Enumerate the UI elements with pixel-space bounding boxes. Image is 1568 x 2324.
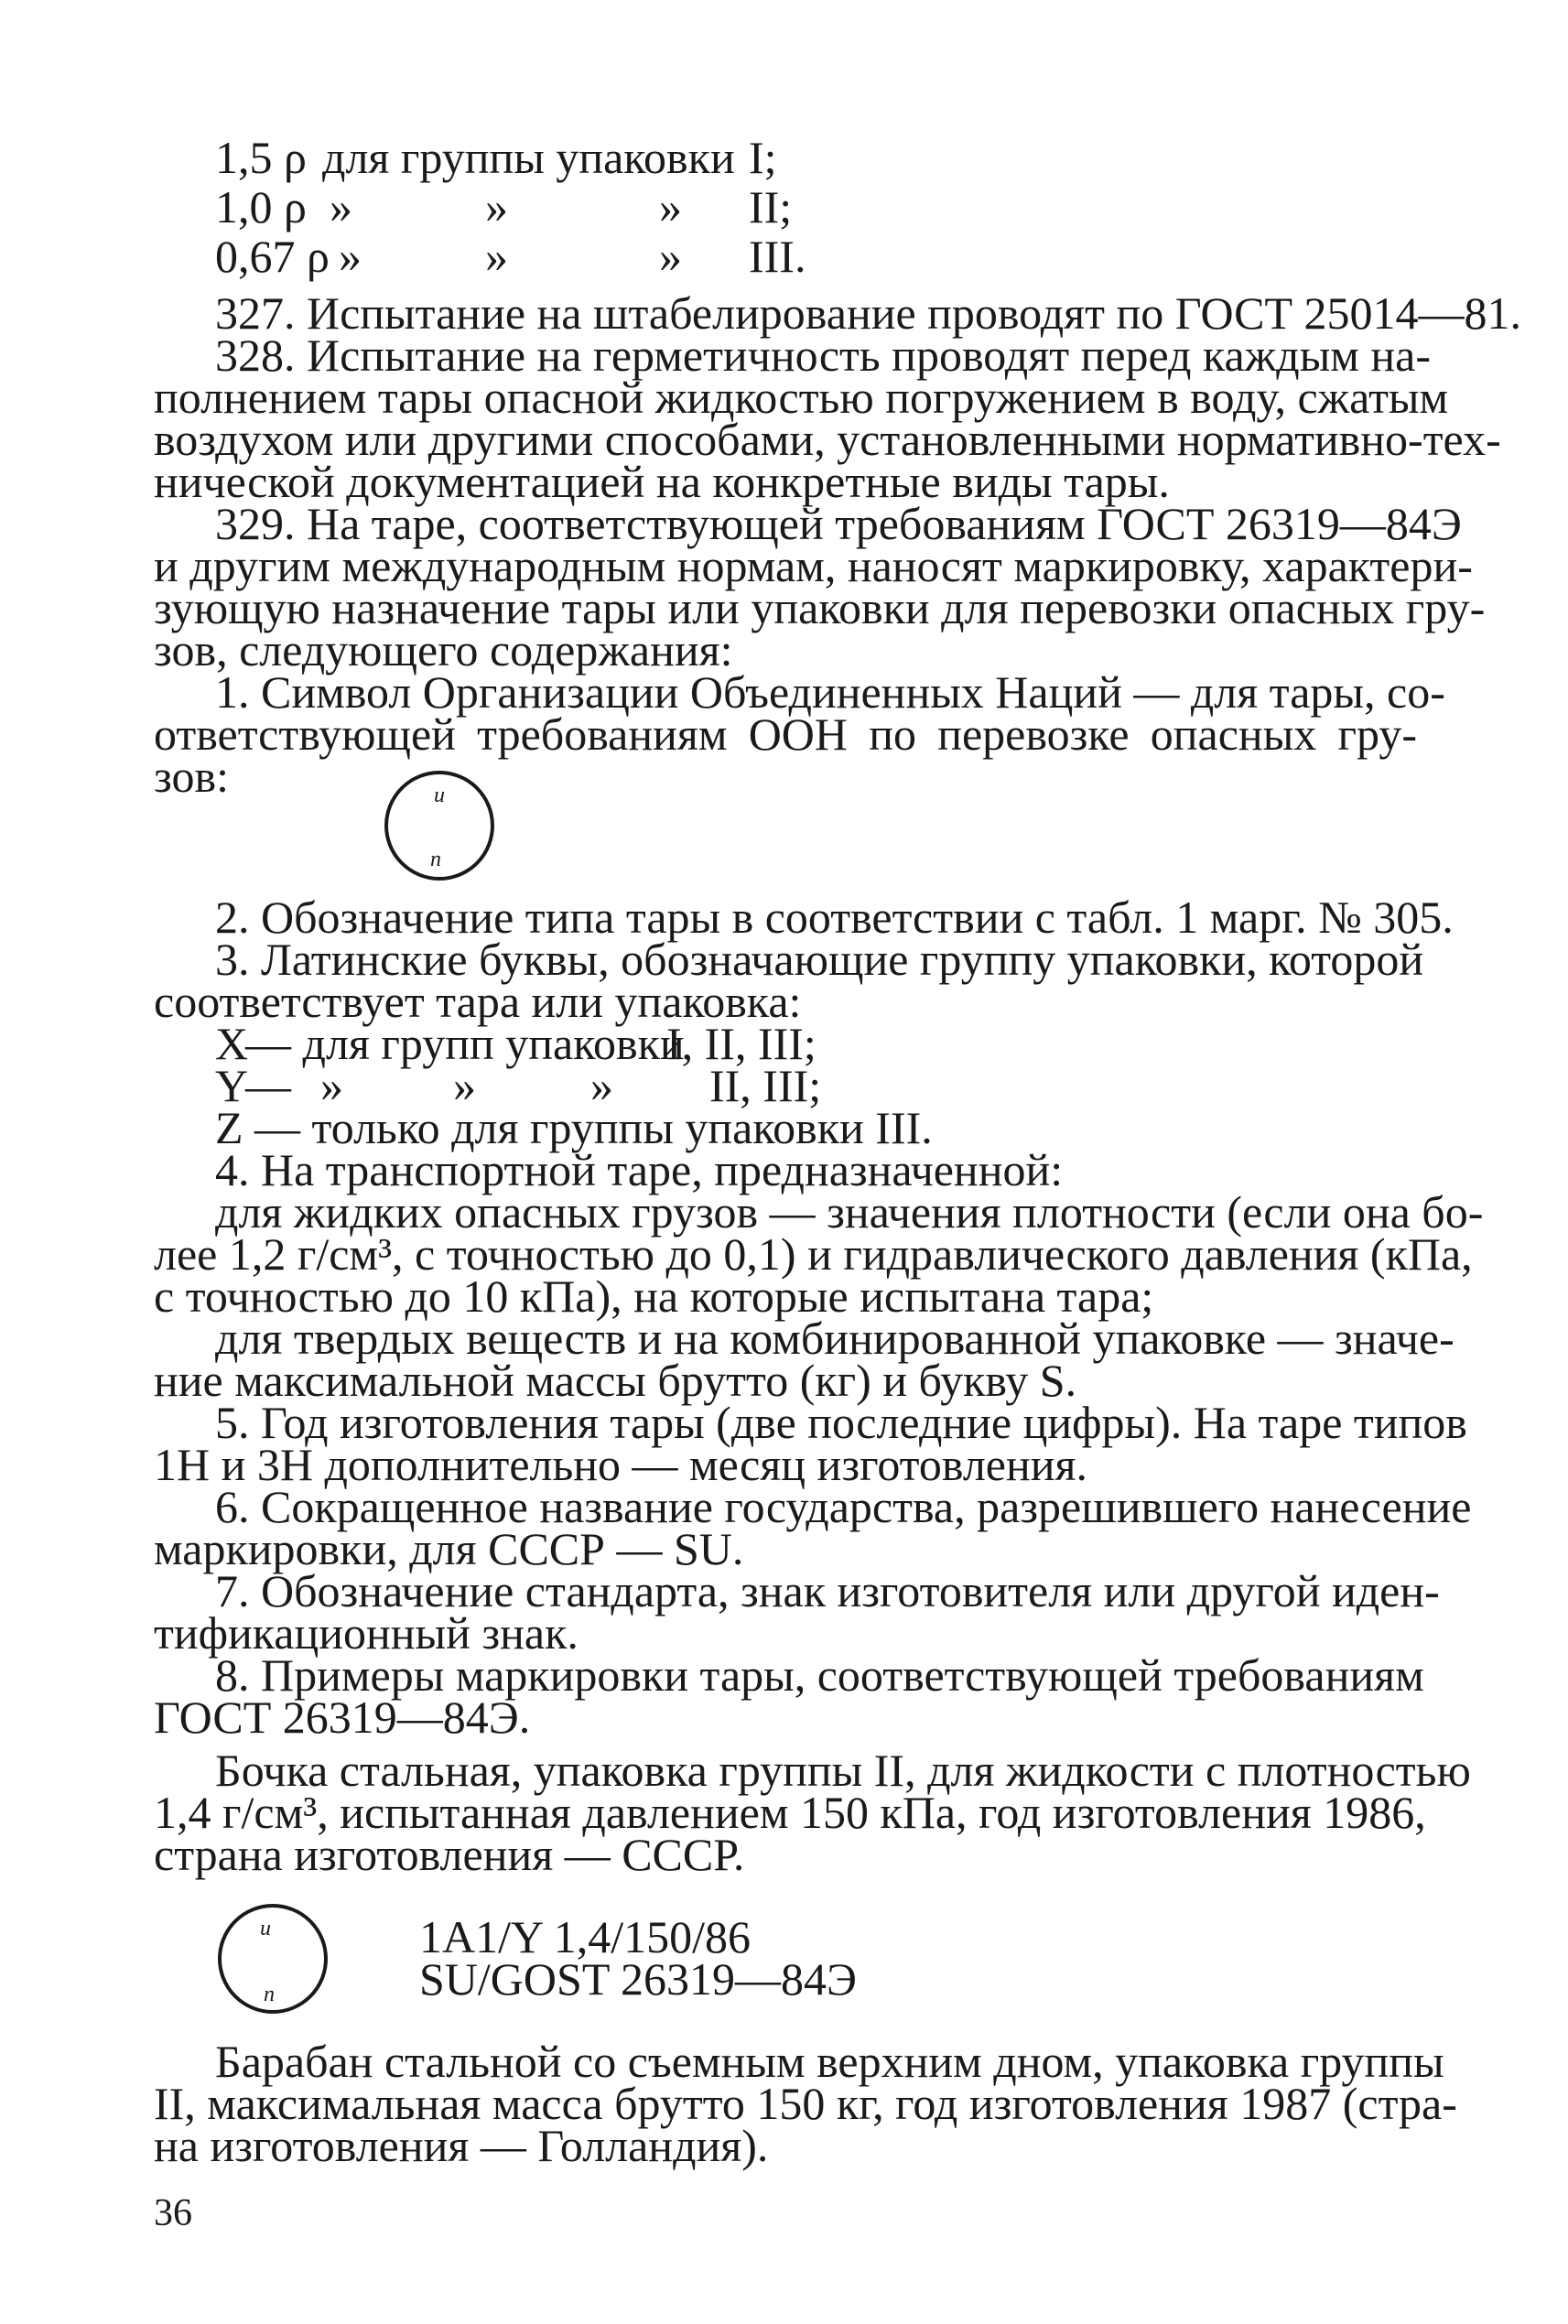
ratio-1-group: I; [749, 132, 777, 183]
paragraph-328-line: воздухом или другими способами, установленными нормативно-тех- [154, 414, 1501, 465]
item-7-line: 7. Обозначение стандарта, знак изготовителя или другой иден- [215, 1565, 1440, 1616]
paragraph-329-line: зующую назначение тары или упаковки для перевозки опасных гру- [154, 582, 1486, 633]
paragraph-327: 327. Испытание на штабелирование проводят по ГОСТ 25014—81. [215, 287, 1522, 339]
un-symbol-top-letter: u [434, 784, 445, 807]
ratio-3-group: III. [749, 231, 806, 282]
ratio-2-group: II; [749, 181, 793, 232]
group-y-letter: Y [215, 1060, 249, 1111]
un-symbol-bottom-letter: n [430, 848, 441, 871]
example-2-line: II, максимальная масса брутто 150 кг, год изготовления 1987 (стра- [154, 2078, 1457, 2129]
paragraph-329-line: зов, следующего содержания: [154, 624, 733, 676]
ratio-1-text: для группы упаковки [322, 132, 735, 183]
item-5-line: 1Н и 3Н дополнительно — месяц изготовления. [154, 1439, 1087, 1490]
un-symbol-icon [209, 1895, 337, 2023]
ditto: » [330, 181, 352, 232]
item-8-line: 8. Примеры маркировки тары, соответствующей требованиям [215, 1649, 1424, 1701]
un-symbol-top-letter: u [260, 1917, 271, 1940]
item-6-line: 6. Сокращенное название государства, разрешившего нанесение [215, 1481, 1472, 1532]
ditto: » [453, 1060, 476, 1111]
item-8-line: ГОСТ 26319—84Э. [154, 1692, 531, 1743]
liquid-line: для жидких опасных грузов — значения плотности (если она бо- [215, 1186, 1484, 1238]
group-x-text: — для групп упаковки [245, 1018, 685, 1069]
ditto: » [485, 181, 508, 232]
item-3-line: 3. Латинские буквы, обозначающие группу упаковки, которой [215, 934, 1424, 985]
un-symbol-bottom-letter: n [264, 1983, 275, 2006]
group-x-groups: I, II, III; [666, 1018, 816, 1069]
paragraph-328-line: 328. Испытание на герметичность проводят перед каждым на- [215, 330, 1432, 381]
paragraph-328-line: нической документацией на конкретные виды тары. [154, 456, 1170, 507]
marking-code-line-1: 1A1/Y 1,4/150/86 [419, 1911, 752, 1962]
marking-code-line-2: SU/GOST 26319—84Э [419, 1953, 857, 2005]
item-5-line: 5. Год изготовления тары (две последние цифры). На таре типов [215, 1397, 1467, 1448]
example-1-line: страна изготовления — СССР. [154, 1829, 745, 1880]
ditto: » [339, 231, 362, 282]
item-1-line: ответствующей требованиям ООН по перевозке опасных гру- [154, 708, 1417, 760]
item-2: 2. Обозначение типа тары в соответствии с табл. 1 марг. № 305. [215, 892, 1454, 943]
item-1-line: зов: [154, 751, 229, 802]
solid-line: ние максимальной массы брутто (кг) и букву S. [154, 1355, 1077, 1406]
paragraph-328-line: полнением тары опасной жидкостью погружением в воду, сжатым [154, 372, 1449, 423]
ratio-1: 1,5 ρ [215, 132, 307, 183]
ratio-3: 0,67 ρ [215, 231, 330, 282]
group-z-line: Z — только для группы упаковки III. [215, 1102, 933, 1153]
item-7-line: тификационный знак. [154, 1607, 579, 1659]
un-symbol-icon [375, 762, 503, 890]
ditto: » [320, 1060, 343, 1111]
example-1-line: 1,4 г/см³, испытанная давлением 150 кПа, год изготовления 1986, [154, 1787, 1426, 1838]
example-1-line: Бочка стальная, упаковка группы II, для жидкости с плотностью [215, 1745, 1471, 1796]
ratio-2: 1,0 ρ [215, 181, 307, 232]
item-1-line: 1. Символ Организации Объединенных Наций — для тары, со- [215, 666, 1445, 718]
liquid-line: с точностью до 10 кПа), на которые испытана тара; [154, 1270, 1154, 1322]
group-y-dash: — [245, 1060, 291, 1111]
example-2-line: на изготовления — Голландия). [154, 2120, 769, 2171]
solid-line: для твердых веществ и на комбинированной упаковке — значе- [215, 1313, 1454, 1364]
ditto: » [590, 1060, 613, 1111]
liquid-line: лее 1,2 г/см³, с точностью до 0,1) и гидравлического давления (кПа, [154, 1228, 1473, 1280]
paragraph-329-line: и другим международным нормам, наносят маркировку, характери- [154, 540, 1473, 591]
ditto: » [659, 181, 682, 232]
ditto: » [659, 231, 682, 282]
example-2-line: Барабан стальной со съемным верхним дном, упаковка группы [215, 2036, 1444, 2087]
item-3-line: соответствует тара или упаковка: [154, 976, 802, 1027]
page-number: 36 [154, 2192, 192, 2234]
ditto: » [485, 231, 508, 282]
group-y-groups: II, III; [709, 1060, 822, 1111]
paragraph-329-line: 329. На таре, соответствующей требованиям ГОСТ 26319—84Э [215, 498, 1462, 549]
item-4: 4. На транспортной таре, предназначенной: [215, 1144, 1064, 1195]
item-6-line: маркировки, для СССР — SU. [154, 1523, 744, 1574]
group-x-letter: X [215, 1018, 249, 1069]
